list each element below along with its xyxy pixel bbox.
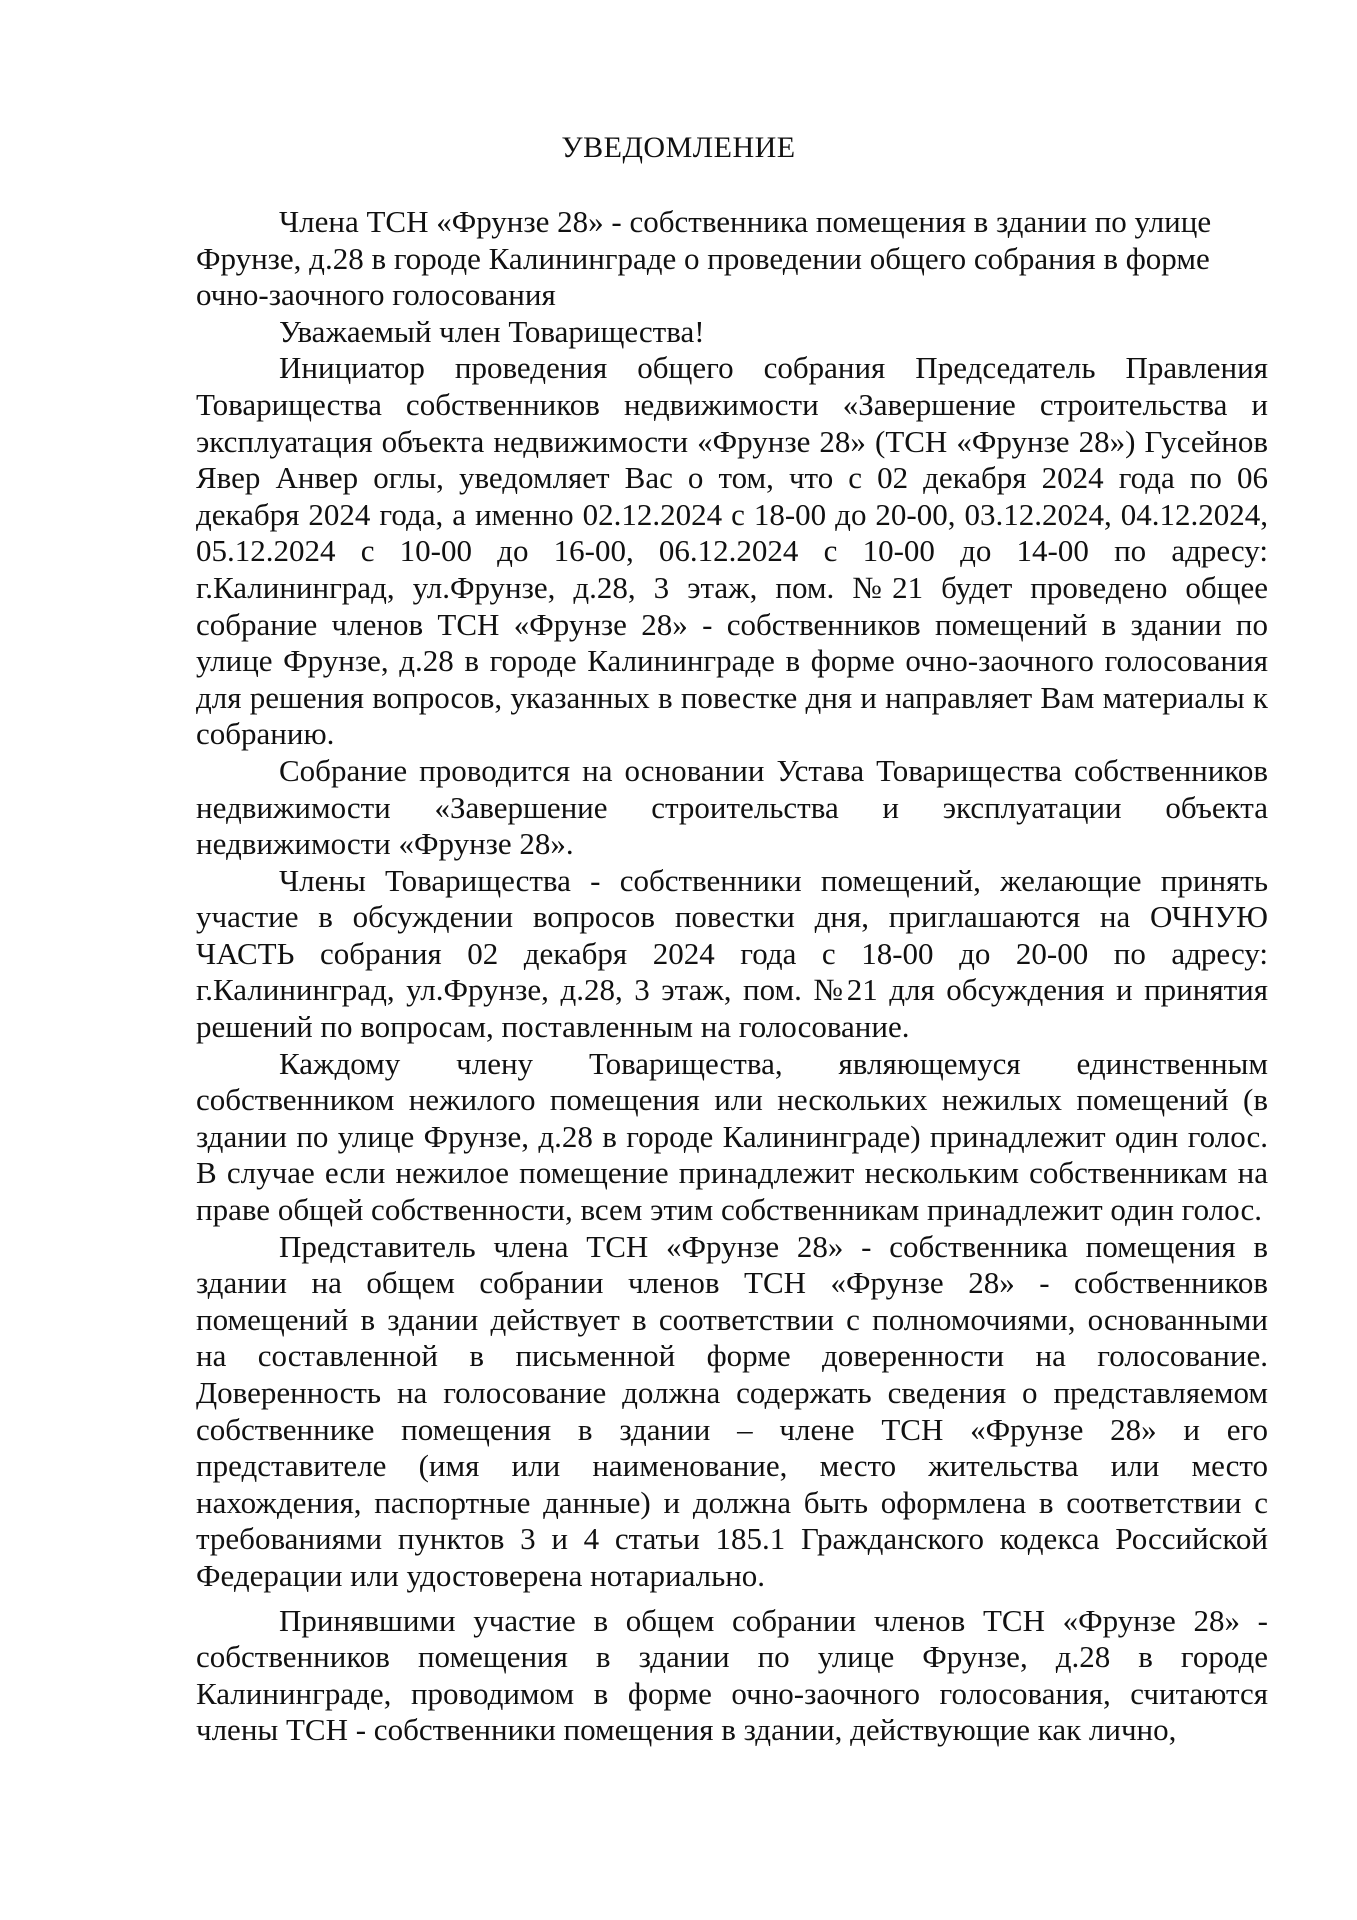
paragraph-votes: Каждому члену Товарищества, являющемуся единственным собственником нежилого помещения или нескольких нежилых помещений (в здании по улице Фрунзе, д.28 в городе Калининграде) принадлежит один голос. В случае если нежилое помещение принадлежит нескольким собственникам на праве общей собственности, всем этим собственникам принадлежит один голос. — [196, 1045, 1268, 1228]
paragraph-initiator: Инициатор проведения общего собрания Председатель Правления Товарищества собственников недвижимости «Завершение строительства и эксплуатация объекта недвижимости «Фрунзе 28» (ТСН «Фрунзе 28») Гусейнов Явер Анвер оглы, уведомляет Вас о том, что с 02 декабря 2024 года по 06 декабря 2024 года, а именно 02.12.2024 с 18-00 до 20-00, 03.12.2024, 04.12.2024, 05.12.2024 с 10-00 до 16-00, 06.12.2024 с 10-00 до 14-00 по адресу: г.Калининград, ул.Фрунзе, д.28, 3 этаж, пом. №21 будет проведено общее собрание членов ТСН «Фрунзе 28» - собственников помещений в здании по улице Фрунзе, д.28 в городе Калининграде в форме очно-заочного голосования для решения вопросов, указанных в повестке дня и направляет Вам материалы к собранию. — [196, 350, 1268, 752]
document-body — [196, 204, 1268, 1749]
paragraph-participants: Принявшими участие в общем собрании членов ТСН «Фрунзе 28» - собственников помещения в здании по улице Фрунзе, д.28 в городе Калининграде, проводимом в форме очно-заочного голосования, считаются члены ТСН - собственники помещения в здании, действующие как лично, — [196, 1602, 1268, 1748]
paragraph-subject: Члена ТСН «Фрунзе 28» - собственника помещения в здании по улице Фрунзе, д.28 в городе Калининграде о проведении общего собрания в форме очно-заочного голосования — [196, 204, 1212, 313]
paragraph-basis: Собрание проводится на основании Устава Товарищества собственников недвижимости «Завершение строительства и эксплуатации объекта недвижимости «Фрунзе 28». — [196, 752, 1268, 862]
paragraph-greeting: Уважаемый член Товарищества! — [279, 313, 705, 349]
paragraph-in-person: Члены Товарищества - собственники помещений, желающие принять участие в обсуждении вопросов повестки дня, приглашаются на ОЧНУЮ ЧАСТЬ собрания 02 декабря 2024 года с 18-00 до 20-00 по адресу: г.Калининград, ул.Фрунзе, д.28, 3 этаж, пом. №21 для обсуждения и принятия решений по вопросам, поставленным на голосование. — [196, 862, 1268, 1045]
document-title: УВЕДОМЛЕНИЕ — [561, 131, 796, 164]
paragraph-representative: Представитель члена ТСН «Фрунзе 28» - собственника помещения в здании на общем собрании членов ТСН «Фрунзе 28» - собственников помещений в здании действует в соответствии с полномочиями, основанными на составленной в письменной форме доверенности на голосование. Доверенность на голосование должна содержать сведения о представляемом собственнике помещения в здании – члене ТСН «Фрунзе 28» и его представителе (имя или наименование, место жительства или место нахождения, паспортные данные) и должна быть оформлена в соответствии с требованиями пунктов 3 и 4 статьи 185.1 Гражданского кодекса Российской Федерации или удостоверена нотариально. — [196, 1228, 1268, 1593]
